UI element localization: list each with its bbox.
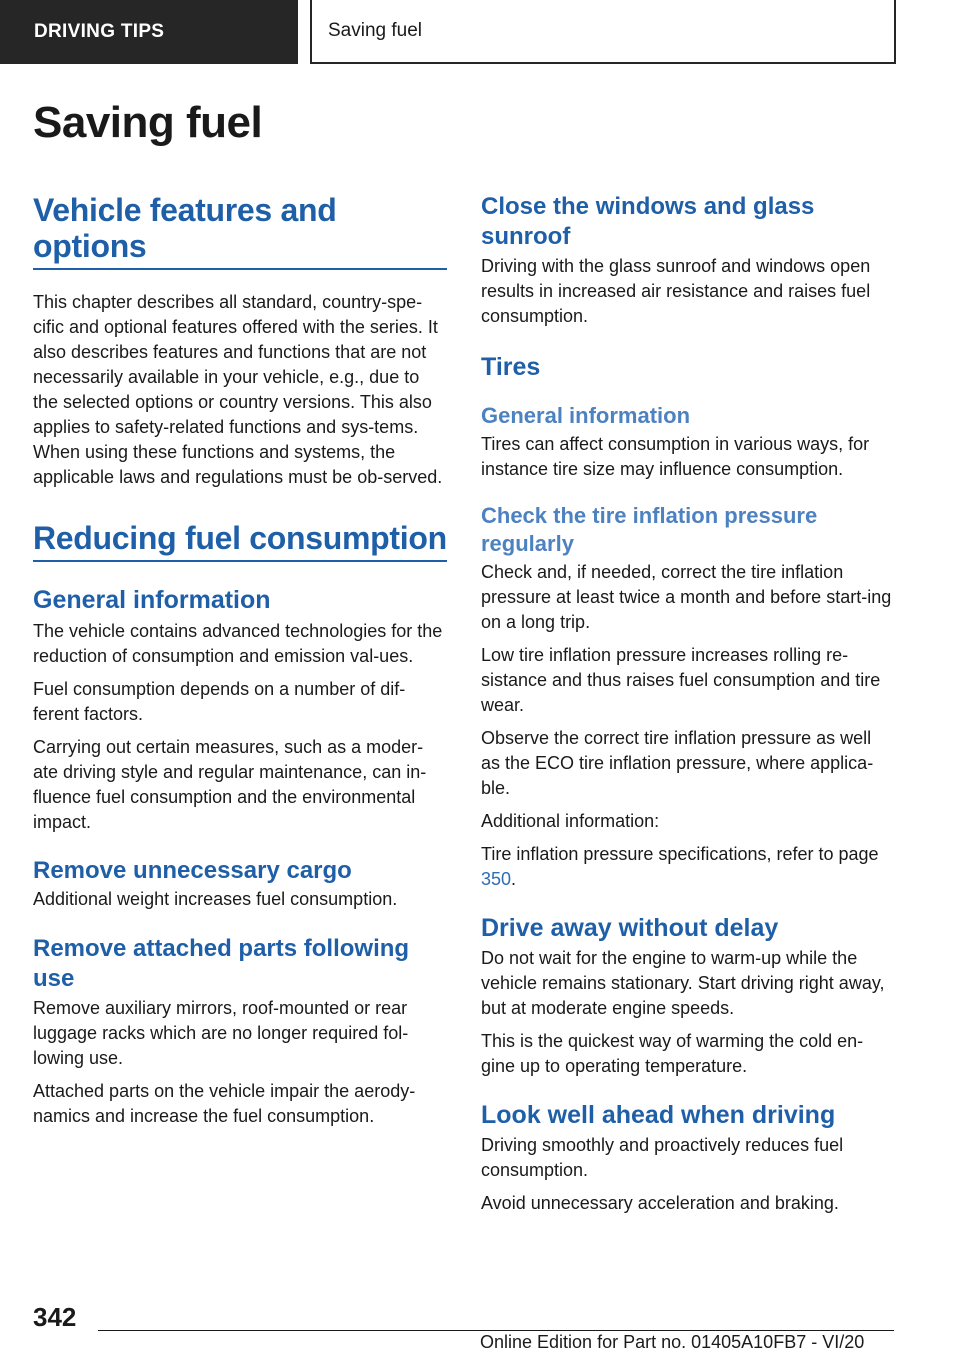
header-section-tab [0, 0, 298, 64]
paragraph-close-windows: Driving with the glass sunroof and windows open results in increased air resistance and raises fuel consumption. [481, 256, 871, 326]
paragraph-tires-general: Tires can affect consumption in various ways, for instance tire size may influence consumption. [481, 434, 870, 479]
paragraph-vehicle-features: This chapter describes all standard, country-spe-cific and optional features offered with the series. It also describes features and functions that are not necessarily available in your vehicle, e.g., due to the selected options or country versions. This also applies to safety-related functions and sys-tems. When using these functions and systems, the applicable laws and regulations must be ob-served. [33, 292, 443, 487]
paragraph-pressure-1: Check and, if needed, correct the tire inflation pressure at least twice a month and before start-ing on a long trip. [481, 562, 892, 632]
paragraph-attached-1: Remove auxiliary mirrors, roof-mounted or rear luggage racks which are no longer required fol-lowing use. [33, 998, 409, 1068]
paragraph-spec-reference [481, 842, 895, 892]
heading-close-windows: Close the windows and glass sunroof [481, 193, 815, 250]
footer-rule [98, 1330, 894, 1331]
page-link-350[interactable]: 350 [481, 869, 512, 889]
spec-reference-text: Tire inflation pressure specifications, refer to page [481, 844, 879, 864]
header-section-label: DRIVING TIPS [34, 21, 165, 42]
paragraph-look-2: Avoid unnecessary acceleration and braking. [481, 1193, 839, 1213]
left-column [33, 192, 447, 1129]
heading-remove-attached: Remove attached parts following use [33, 935, 410, 992]
paragraph-general-1: The vehicle contains advanced technologies for the reduction of consumption and emission val-ues. [33, 621, 443, 666]
heading-look-ahead: Look well ahead when driving [481, 1101, 836, 1129]
header-chapter-label: Saving fuel [328, 20, 423, 41]
heading-check-pressure: Check the tire inflation pressure regularly [481, 503, 818, 556]
paragraph-attached-2: Attached parts on the vehicle impair the aerody-namics and increase the fuel consumption. [33, 1081, 416, 1126]
paragraph-pressure-2: Low tire inflation pressure increases rolling re-sistance and thus raises fuel consumption and tire wear. [481, 645, 881, 715]
heading-drive-away: Drive away without delay [481, 914, 779, 942]
heading-remove-cargo: Remove unnecessary cargo [33, 857, 352, 884]
heading-tires-general: General information [481, 403, 691, 428]
heading-vehicle-features: Vehicle features and options [33, 192, 447, 270]
paragraph-general-3: Carrying out certain measures, such as a moder-ate driving style and regular maintenance, can in-fluence fuel consumption and the environmental impact. [33, 737, 427, 832]
paragraph-drive-2: This is the quickest way of warming the cold en-gine up to operating temperature. [481, 1031, 864, 1076]
page-number: 342 [33, 1302, 77, 1332]
right-column [481, 192, 895, 1216]
heading-tires: Tires [481, 353, 541, 381]
page-title: Saving fuel [33, 98, 263, 147]
paragraph-drive-1: Do not wait for the engine to warm-up while the vehicle remains stationary. Start driving right away, but at moderate engine speeds. [481, 948, 885, 1018]
paragraph-remove-cargo: Additional weight increases fuel consumption. [33, 889, 398, 909]
header-chapter-tab [310, 0, 896, 64]
paragraph-general-2: Fuel consumption depends on a number of dif-ferent factors. [33, 679, 406, 724]
heading-general-information: General information [33, 586, 271, 614]
paragraph-look-1: Driving smoothly and proactively reduces fuel consumption. [481, 1135, 844, 1180]
paragraph-pressure-3: Observe the correct tire inflation pressure as well as the ECO tire inflation pressure, where applica-ble. [481, 728, 874, 798]
paragraph-additional-info: Additional information: [481, 811, 660, 831]
spec-reference-period: . [511, 869, 517, 889]
heading-reducing-fuel: Reducing fuel consumption [33, 520, 447, 562]
footer-edition: Online Edition for Part no. 01405A10FB7 - VI/20 [480, 1332, 865, 1352]
